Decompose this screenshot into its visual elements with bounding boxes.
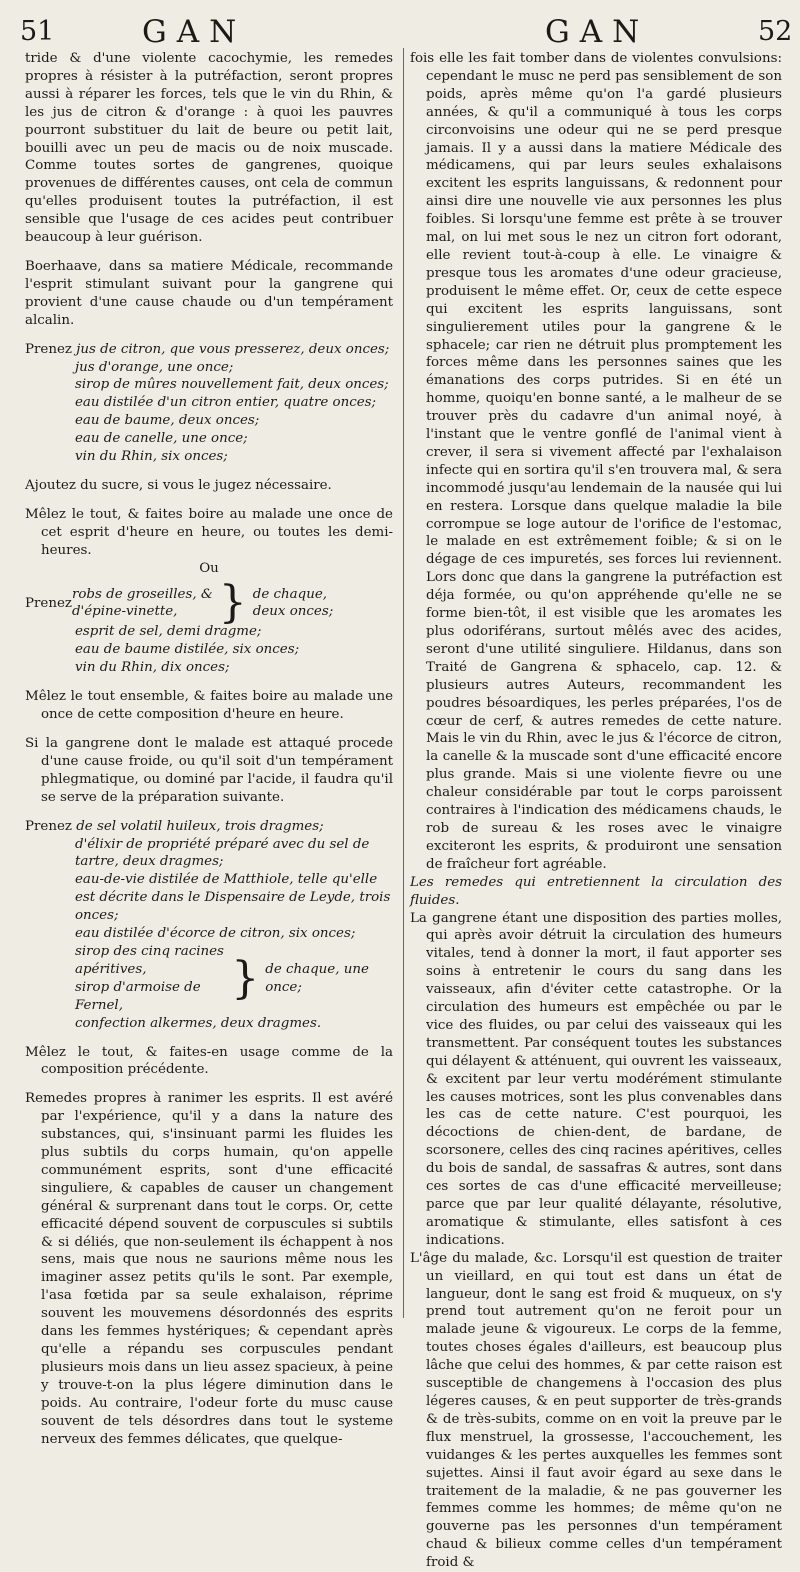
page-header	[0, 10, 800, 50]
paragraph: La gangrene étant une disposition des parties molles, qui après avoir détruit la circulation des humeurs vitales, tend à donner la mort, il faut apporter ses soins à entretenir le cours du sang dans les vaisseaux, afin d'éviter cette catastrophe. Or la circulation des humeurs est empêchée ou par le vice des fluides, ou par celui des vaisseaux qui les transmettent. Par conséquent toutes les substances qui délayent & atténuent, qui ouvrent les vaisseaux, & excitent par leur vertu modérément stimulante les causes motrices, sont les plus convenables dans les cas de cette nature. C'est pourquoi, les décoctions de chien-dent, de bardane, de scorsonere, celles des cinq racines apéritives, celles du bois de sandal, de sassafras & autres, sont dans ces sortes de cas d'une efficacité merveilleuse; parce que par leur qualité délayante, résolutive, aromatique & stimulante, elles satisfont à ces indications.	[410, 910, 782, 1248]
recipe-block	[25, 341, 393, 466]
recipe-line: robs de groseilles, &	[71, 586, 213, 602]
recipe-line: vin du Rhin, dix onces;	[75, 660, 230, 676]
paragraph: Ajoutez du sucre, si vous le jugez nécessaire.	[25, 477, 332, 493]
section-heading: Les remedes qui entretiennent la circulation des fluides.	[410, 874, 782, 908]
recipe-line: esprit de sel, demi dragme;	[75, 624, 262, 640]
recipe-line: d'élixir de propriété préparé avec du sel de tartre, deux dragmes;	[75, 836, 370, 870]
paragraph: Mêlez le tout, & faites boire au malade une once de cet esprit d'heure en heure, ou toutes les demi-heures.	[25, 506, 393, 558]
recipe-lead: Prenez	[25, 595, 72, 611]
recipe-line: confection alkermes, deux dragmes.	[75, 1015, 322, 1031]
brace-glyph: }	[218, 577, 247, 629]
paragraph: Remedes propres à ranimer les esprits. Il est avéré par l'expérience, qu'il y a dans la nature des substances, qui, s'insinuant parmi les fluides les plus subtils du corps humain, qu'on appelle communément esprits, sont d'une efficacité singuliere, & capables de causer un changement général & surprenant dans tout le corps. Or, cette efficacité dépend souvent de corpuscules si subtils & si déliés, que non-seulement ils échappent à nos sens, mais que nous ne saurions même nous les imaginer assez petits qu'ils le sont. Par exemple, l'asa fœtida par sa seule exhalaison, réprime souvent les mouvemens désordonnés des esprits dans les femmes hystériques; & cependant après qu'elle a répandu ses corpuscules pendant plusieurs mois dans un lieu assez spacieux, à peine y trouve-t-on la plus légere diminution dans le poids. Au contraire, l'odeur forte du musc cause souvent de tels désordres dans tout le systeme nerveux des femmes délicates, que quelque-	[25, 1091, 393, 1447]
left-column	[25, 50, 393, 1448]
paragraph: Boerhaave, dans sa matiere Médicale, recommande l'esprit stimulant suivant pour la gangrene qui provient d'une cause chaude ou d'un tempérament alcalin.	[25, 258, 393, 328]
recipe-lead: Prenez	[25, 341, 72, 357]
left-page-number: 51	[20, 16, 55, 47]
recipe-line: eau de baume distilée, six onces;	[75, 642, 300, 658]
paragraph: Si la gangrene dont le malade est attaqué procede d'une cause froide, ou qu'il soit d'un tempérament phlegmatique, ou dominé par l'acide, il faudra qu'il se serve de la préparation suivante.	[25, 736, 393, 805]
right-running-head: GAN	[545, 14, 650, 50]
recipe-line: jus de citron, que vous presserez, deux onces;	[76, 341, 390, 357]
recipe-line: vin du Rhin, six onces;	[75, 449, 228, 465]
recipe-line: eau-de-vie distilée de Matthiole, telle qu'elle est décrite dans le Dispensaire de Leyde, trois onces;	[75, 872, 391, 924]
recipe-brace-note: de chaque, deux onces;	[252, 586, 334, 620]
paragraph: fois elle les fait tomber dans de violentes convulsions: cependant le musc ne perd pas sensiblement de son poids, après même qu'on l'a gardé plusieurs années, & qu'il a communiqué à tous les corps circonvoisins une odeur qui ne se perd presque jamais. Il y a aussi dans la matiere Médicale des médicamens, qui par leurs seules exhalaisons excitent les esprits languissans, & redonnent pour ainsi dire une nouvelle vie aux personnes les plus foibles. Si lorsqu'une femme est prête à se trouver mal, on lui met sous le nez un citron fort odorant, elle revient tout-à-coup à elle. Le vinaigre & presque tous les aromates d'une odeur gracieuse, produisent le même effet. Or, ceux de cette espece qui excitent les esprits languissans, sont singulierement utiles pour la gangrene & le sphacele; car rien ne détruit plus promptement les forces même dans les personnes saines que les émanations des corps putrides. Si en été un homme, quoiqu'en bonne santé, a le malheur de se trouver près du cadavre d'un animal noyé, à l'instant que le ventre gonflé de l'animal vient à crever, il sera si vivement affecté par l'exhalaison infecte qui en sortira qu'il s'en trouvera mal, & sera incommodé jusqu'au lendemain de la nausée qui lui en restera. Lorsque dans quelque maladie la bile corrompue se loge autour de l'orifice de l'estomac, le malade en est extrêmement foible; & si on le dégage de ces impuretés, ses forces lui reviennent. Lors donc que dans la gangrene la putréfaction est déja formée, ou qu'on appréhende qu'elle ne se forme bien-tôt, il est visible que les aromates les plus odoriférans, surtout mêlés avec des acides, seront d'une utilité singuliere. Hildanus, dans son Traité de Gangrena & sphacelo, cap. 12. & plusieurs autres Auteurs, recommandent les poudres bésoardiques, les perles préparées, l'os de cœur de cerf, & autres remedes de cette nature. Mais le vin du Rhin, avec le jus & l'écorce de citron, la canelle & la muscade sont d'une efficacité encore plus grande. Mais si une violente fievre ou une chaleur considérable par tout le corps paroissent contraires à l'indication des médicamens chauds, le rob de sureau & les roses avec le vinaigre exciteront les esprits, & produiront une sensation de fraîcheur fort agréable.	[410, 51, 782, 872]
right-column	[410, 50, 782, 1572]
paragraph: L'âge du malade, &c. Lorsqu'il est question de traiter un vieillard, en qui tout est dans un état de langueur, dont le sang est froid & muqueux, on s'y prend tout autrement qu'on ne feroit pour un malade jeune & vigoureux. Le corps de la femme, toutes choses égales d'ailleurs, est beaucoup plus lâche que celui des hommes, & par cette raison est susceptible de changemens à l'occasion des plus légeres causes, & en peut supporter de très-grands & de très-subits, comme on en voit la preuve par le flux menstruel, la grossesse, l'accouchement, les vuidanges & les pertes auxquelles les femmes sont sujettes. Ainsi il faut avoir égard au sexe dans le traitement de la maladie, & ne pas gouverner les femmes comme les hommes; de même qu'on ne gouverne pas les personnes d'un tempérament chaud & bilieux comme celles d'un tempérament froid &	[410, 1250, 782, 1571]
column-divider	[403, 48, 404, 1318]
recipe-line: eau distilée d'écorce de citron, six onces;	[75, 926, 356, 942]
recipe-lead: Prenez	[25, 818, 72, 834]
paragraph: Mêlez le tout ensemble, & faites boire au malade une once de cette composition d'heure en heure.	[25, 689, 393, 723]
recipe-line: jus d'orange, une once;	[75, 359, 234, 375]
recipe-line: sirop des cinq racines apéritives,	[75, 943, 224, 977]
paragraph: Mêlez le tout, & faites-en usage comme de la composition précédente.	[25, 1044, 393, 1078]
right-page-number: 52	[758, 16, 793, 47]
paragraph: tride & d'une violente cacochymie, les remedes propres à résister à la putréfaction, seront propres aussi à réparer les forces, tels que le vin du Rhin, & les jus de citron & d'orange : à quoi les pauvres pourront substituer du lait de beure ou petit lait, bouilli avec un peu de macis ou de noix muscade. Comme toutes sortes de gangrenes, quoique provenues de différentes causes, ont cela de commun qu'elles produisent toutes la putréfaction, il est sensible que l'usage de ces acides peut contribuer beaucoup à leur guérison.	[25, 51, 393, 246]
recipe-line: sirop d'armoise de Fernel,	[75, 979, 201, 1013]
recipe-line: de sel volatil huileux, trois dragmes;	[76, 818, 324, 834]
recipe-block	[25, 577, 393, 677]
ou-separator: Ou	[199, 560, 219, 576]
recipe-line: eau distilée d'un citron entier, quatre onces;	[75, 395, 377, 411]
recipe-line: eau de baume, deux onces;	[75, 413, 260, 429]
left-running-head: GAN	[142, 14, 247, 50]
recipe-line: eau de canelle, une once;	[75, 431, 248, 447]
recipe-block	[25, 818, 393, 1033]
brace-glyph: }	[231, 952, 260, 1004]
recipe-brace-note: de chaque, une once;	[265, 961, 369, 995]
recipe-line: d'épine-vinette,	[71, 604, 178, 620]
recipe-line: sirop de mûres nouvellement fait, deux onces;	[75, 377, 389, 393]
